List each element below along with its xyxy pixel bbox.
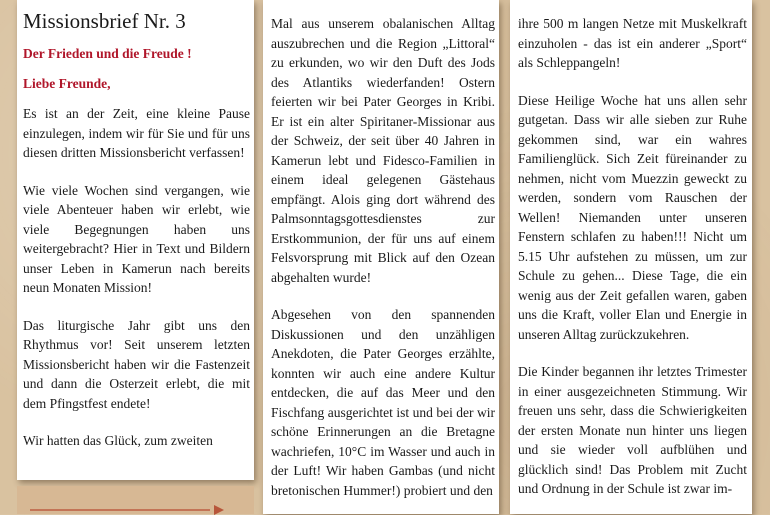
- paragraph: Die Kinder begannen ihr letztes Trimester in einer ausgezeichneten Stimmung. Wir freuen uns sehr, dass die Schwierigkeiten der ersten Monate nun hinter uns liegen und sie wieder voll aufblühen und glücklich sind! Das Problem mit Zucht und Ordnung in der Schule ist zwar im-: [518, 364, 747, 496]
- salutation: Liebe Freunde,: [23, 76, 111, 91]
- column-2: [263, 0, 499, 514]
- paragraph: Diese Heilige Woche hat uns allen sehr gutgetan. Dass wir alle sieben zur Ruhe gekommen sind, war ein wahres Familienglück. Sich Zeit füreinander zu nehmen, nicht vom Muezzin geweckt zu werden, sondern vom Rauschen der Wellen! Niemanden unter unseren Fenstern schlafen zu haben!!! Nicht um 5.15 Uhr aufstehen zu müssen, um zur Schule zu gehen... Diese Tage, die ein wenig aus der Zeit gefallen waren, gaben uns die Kraft, voller Elan und Energie in unseren Alltag zurückzukehren.: [518, 92, 747, 342]
- paragraph: Wie viele Wochen sind vergangen, wie viele Abenteuer haben wir erlebt, wie viele Begegnungen haben uns weitergebracht? Hier in Text und Bildern unser Leben in Kamerun nach bereits neun Monaten Mission!: [23, 182, 250, 295]
- page-title: Missionsbrief Nr. 3: [23, 9, 186, 33]
- column-3: [510, 0, 752, 514]
- paragraph: Abgesehen von den spannenden Diskussionen und den unzähligen Anekdoten, die Pater Georges erzählte, konnten wir auch eine andere Kultur entdecken, die auf das Meer und den Fischfang ausgerichtet ist und bei der wir schöne Erinnerungen an die Bretagne wachriefen, 10°C im Wasser und auch in der Luft! Wir haben Gambas (und nicht bretonischen Hummer!) probiert und den: [271, 307, 495, 498]
- paragraph: ihre 500 m langen Netze mit Muskelkraft einzuholen - das ist ein anderer „Sport“ als Schleppangeln!: [518, 16, 747, 70]
- paragraph: Wir hatten das Glück, zum zweiten: [23, 433, 213, 448]
- paragraph: Mal aus unserem obalanischen Alltag auszubrechen und die Region „Littoral“ zu erkunden, wo wir den Duft des Jods des Atlantiks wiederfanden! Ostern feierten wir bei Pater Georges in Kribi. Er ist ein alter Spiritaner-Missionar aus der Schweiz, der seit über 40 Jahren in Kamerun lebt und Fidesco-Familien in einem ideal gelegenen Gästehaus empfängt. Alois ging dort während des Palmsonntagsgottesdienstes zur Erstkommunion, der für uns auf einem Felsvorsprung mit Blick auf den Ozean abgehalten wurde!: [271, 16, 495, 285]
- subtitle: Der Frieden und die Freude !: [23, 46, 192, 61]
- column-1: [17, 0, 254, 480]
- decorative-line: [30, 509, 210, 511]
- paragraph: Es ist an der Zeit, eine kleine Pause einzulegen, indem wir für Sie und für uns diesen dritten Missionsbericht verfassen!: [23, 106, 250, 160]
- paragraph: Das liturgische Jahr gibt uns den Rhythmus vor! Seit unserem letzten Missionsbericht haben wir die Fastenzeit und dann die Osterzeit erlebt, die mit dem Pfingstfest endete!: [23, 317, 250, 411]
